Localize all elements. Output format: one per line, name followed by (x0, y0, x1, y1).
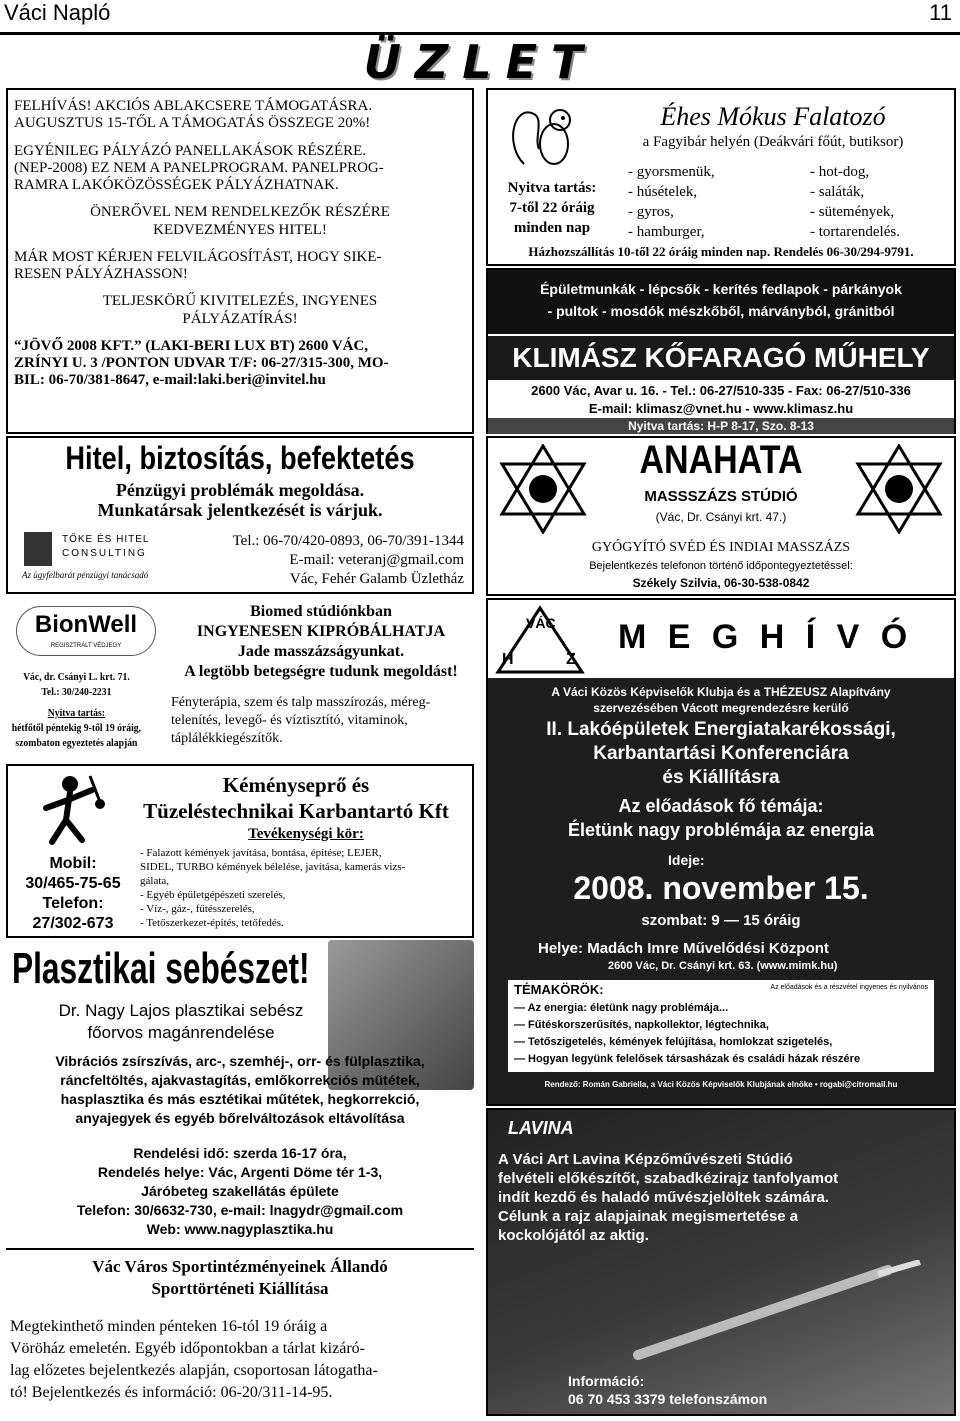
ad1-line: MÁR MOST KÉRJEN FELVILÁGOSÍTÁST, HOGY SIKE- (14, 248, 382, 265)
exhibition-title-line: Vác Város Sportintézményeinek Állandó (92, 1257, 388, 1276)
meghivo-intro (488, 684, 954, 716)
lavina-line: kockolójától az aktig. (498, 1227, 649, 1244)
activity-item: - Falazott kémények javítása, bontása, építése; LEJER, (140, 847, 382, 859)
ad1-line: ÖNERŐVEL NEM RENDELKEZŐK RÉSZÉRE (90, 204, 390, 221)
klimasz-title: KLIMÁSZ KŐFARAGÓ MŰHELY (488, 336, 954, 380)
toke-hitel-logo (22, 530, 172, 586)
ad1-line: RAMRA LAKÓKÖZÖSSÉGEK PÁLYÁZHATNAK. (14, 177, 339, 193)
ad1-line: (NEP-2008) EZ NEM A PANELPROGRAM. PANELPROG- (14, 159, 384, 176)
klimasz-hours: Nyitva tartás: H-P 8-17, Szo. 8-13 (488, 418, 954, 434)
ad2-address: Vác, Fehér Galamb Üzletház (289, 571, 464, 587)
restaurant-subtitle: a Fagyibár helyén (Deákvári főút, butiksor) (642, 134, 904, 150)
ad1-line: KEDVEZMÉNYES HITEL! (153, 221, 327, 238)
surgery-info (6, 1144, 474, 1239)
chimney-title-line: Kéményseprő és (222, 773, 370, 797)
event-time: szombat: 9 — 15 óráig (641, 912, 801, 929)
info-line: Járóbeteg szakellátás épülete (141, 1183, 339, 1199)
topics-note: Az előadások és a részvétel ingyenes és nyilvános (770, 984, 928, 991)
ad1-line: RESEN PÁLYÁZHASSON! (14, 266, 188, 282)
headline-line: és Kiállításra (662, 767, 780, 788)
bionwell-hours: hétfőtől péntekig 9-től 19 óráig, (11, 722, 142, 734)
anahata-booking: Bejelentkezés telefonon történő időpontegyeztetéssel: (589, 560, 853, 572)
headline-line: II. Lakóépületek Energiatakarékossági, (546, 719, 896, 740)
info-phone: 06 70 453 3379 telefonszámon (568, 1391, 768, 1407)
ad-art-lavina (486, 1108, 956, 1416)
surgery-doctor (36, 1000, 326, 1044)
event-place (538, 940, 948, 957)
service-line: ráncfeltöltés, ajakvastagítás, emlőkorrekciós műtétek, (60, 1072, 420, 1088)
svg-text:Z: Z (566, 651, 576, 668)
topics-title: TÉMAKÖRÖK: (514, 982, 604, 997)
bionwell-hours: szombaton egyeztetés alapján (15, 737, 138, 749)
bionwell-desc-line: táplálékkiegészítők. (171, 731, 283, 746)
bionwell-desc (171, 694, 475, 748)
bionwell-text: Jade masszázságyunkat. (237, 643, 405, 660)
exhibition-title-line: Sporttörténeti Kiállítása (151, 1279, 329, 1298)
lavina-line: indít kezdő és haladó művészjelöltek számára. (498, 1189, 829, 1206)
ad-chimney-sweep (6, 764, 474, 938)
exhibition-line: lag előzetes bejelentkezés alapján, csoportosan látogatha- (10, 1362, 378, 1379)
activity-item: gálata, (140, 875, 170, 887)
ad-ehes-mokus (486, 88, 956, 266)
bionwell-text: A legtöbb betegségre tudunk megoldást! (184, 663, 458, 680)
chimney-activity-title: Tevékenységi kör: (248, 826, 364, 842)
bionwell-desc-line: Fényterápia, szem és talp masszírozás, méreg- (171, 695, 431, 710)
svg-text:VÁC: VÁC (526, 615, 556, 631)
star-logo-icon (498, 444, 588, 534)
newspaper-title: Váci Napló (4, 0, 111, 25)
activity-item: - Egyéb épületgépészeti szerelés, (140, 889, 286, 901)
restaurant-title: Éhes Mókus Falatozó (660, 102, 886, 131)
info-label: Információ: (568, 1373, 645, 1389)
ad-anahata (486, 436, 956, 596)
anahata-title: ANAHATA (639, 438, 803, 482)
squirrel-icon (504, 94, 584, 174)
info-line: Web: www.nagyplasztika.hu (146, 1221, 334, 1237)
doctor-practice: főorvos magánrendelése (87, 1023, 275, 1042)
info-line: Rendelési idő: szerda 16-17 óra, (133, 1145, 347, 1161)
lavina-line: Célunk a rajz alapjainak megismertetése a (498, 1208, 799, 1225)
klimasz-contact (488, 382, 954, 418)
meghivo-dark-panel (488, 678, 954, 1104)
ad-finance (6, 436, 474, 594)
place-label: Helye: (538, 940, 584, 957)
ad2-subtitle: Pénzügyi problémák megoldása. (115, 480, 365, 500)
menu-item: - saláták, (810, 184, 865, 200)
place-address: 2600 Vác, Dr. Csányi krt. 63. (www.mimk.hu) (608, 960, 838, 972)
bionwell-text: Biomed stúdiónkban (250, 603, 392, 620)
menu-col-1 (628, 162, 715, 242)
lavina-info (568, 1372, 767, 1408)
hours-line: Nyitva tartás: (507, 180, 597, 196)
hours-line: 7-től 22 óráig (509, 200, 595, 216)
service-line: anyajegyek és egyéb bőrelváltozások eltávolítása (75, 1110, 405, 1126)
anahata-massage: GYÓGYÍTÓ SVÉD ÉS INDIAI MASSZÁZS (591, 540, 851, 555)
bionwell-phone: Tel.: 30/240-2231 (41, 686, 112, 698)
klimasz-service-line: - pultok - mosdók mészkőből, márványból, gránitból (547, 303, 895, 319)
ad2-contact (233, 532, 464, 589)
menu-item: - tortarendelés. (810, 224, 900, 240)
klimasz-address: 2600 Vác, Avar u. 16. - Tel.: 06-27/510-335 - Fax: 06-27/510-336 (531, 383, 911, 398)
menu-item: - hot-dog, (810, 164, 870, 180)
klimasz-top (488, 270, 954, 334)
ad-meghivo (486, 598, 956, 1106)
ad1-line: ZRÍNYI U. 3 /PONTON UDVAR T/F: 06-27/315-300, MO- (14, 355, 389, 371)
topic-item: — Hogyan legyünk felelősek társasházak és családi házak részére (514, 1053, 861, 1065)
surgery-title: Plasztikai sebészet! (12, 944, 310, 993)
chimney-title (118, 772, 474, 824)
ad-sport-exhibition (6, 1248, 474, 1416)
star-logo-icon (854, 444, 944, 534)
menu-item: - gyros, (628, 204, 674, 220)
svg-text:H: H (502, 651, 514, 668)
hours-line: minden nap (513, 220, 591, 236)
ad1-line: PÁLYÁZATÍRÁS! (182, 310, 298, 327)
menu-item: - húsételek, (628, 184, 698, 200)
mobile-label: Mobil: (49, 855, 97, 872)
ad2-email: E-mail: veteranj@gmail.com (289, 552, 464, 568)
ad2-phone: Tel.: 06-70/420-0893, 06-70/391-1344 (232, 533, 464, 549)
exhibition-line: Vöröház emeletén. Egyéb időpontokban a tárlat kizáró- (10, 1340, 365, 1357)
ad2-subtitle: Munkatársak jelentkezését is várjuk. (97, 500, 383, 520)
ad1-line: EGYÉNILEG PÁLYÁZÓ PANELLAKÁSOK RÉSZÉRE. (14, 142, 367, 159)
ad-window-replacement (6, 88, 474, 434)
ad1-line: BIL: 06-70/381-8647, e-mail:laki.beri@invitel.hu (14, 372, 326, 389)
meghivo-headline (488, 718, 954, 790)
date-label: Ideje: (668, 852, 705, 868)
opening-hours (492, 178, 612, 238)
vac-logo-icon (492, 604, 588, 676)
paintbrush-icon (628, 1260, 928, 1360)
doctor-name: Dr. Nagy Lajos plasztikai sebész (58, 1001, 304, 1020)
topic-item: — Az energia: életünk nagy problémája... (514, 1002, 729, 1014)
activity-item: - Tetőszerkezet-építés, tetőfedés. (140, 917, 284, 929)
bionwell-desc-line: telenítés, levegő- és víztisztító, vitaminok, (171, 713, 408, 728)
topic-text: Életünk nagy problémája az energia (567, 820, 875, 840)
ad1-line: AUGUSZTUS 15-TŐL A TÁMOGATÁS ÖSSZEGE 20%! (14, 115, 371, 132)
activity-item: - Víz-, gáz-, fűtésszerelés, (140, 903, 255, 915)
phone-label: Telefon: (42, 895, 104, 912)
ad-plastic-surgery (6, 940, 474, 1248)
bionwell-right (171, 602, 471, 682)
activity-item: SIDEL, TURBO kémények bélelése, javítása, kamerás vizs- (140, 861, 406, 873)
menu-item: - sütemények, (810, 204, 895, 220)
organizer: Rendező: Román Gabriella, a Váci Közös Képviselők Klubjának elnöke • rogabi@citromail.hu (544, 1080, 898, 1089)
exhibition-line: tó! Bejelentkezés és információ: 06-20/311-14-95. (10, 1384, 333, 1401)
page-number: 11 (929, 0, 952, 25)
chimney-title-line: Tüzeléstechnikai Karbantartó Kft (143, 799, 449, 823)
bionwell-hours-title: Nyitva tartás: (47, 707, 106, 719)
anahata-address: (Vác, Dr. Csányi krt. 47.) (655, 510, 787, 524)
chimney-sweep-icon (30, 772, 110, 850)
surgery-services (6, 1052, 474, 1128)
logo-text: BionWell (34, 611, 138, 638)
ad-bionwell (6, 598, 474, 770)
phone-number: 27/302-673 (32, 915, 114, 932)
place-name: Madách Imre Művelődési Központ (587, 940, 829, 957)
headline-line: Karbantartási Konferenciára (593, 743, 849, 764)
anahata-contact: Székely Szilvia, 06-30-538-0842 (632, 576, 810, 590)
bionwell-text: INGYENESEN KIPRÓBÁLHATJA (196, 623, 446, 640)
info-line: Telefon: 30/6632-730, e-mail: lnagydr@gmail.com (76, 1202, 404, 1218)
lavina-line: felvételi előkészítőt, szabadkézirajz tanfolyamot (498, 1170, 839, 1187)
topic-item: — Fűtéskorszerűsítés, napkollektor, légtechnika, (514, 1019, 769, 1031)
topic-item: — Tetőszigetelés, kémények felújítása, homlokzat szigetelés, (514, 1036, 833, 1048)
bionwell-address: Vác, dr. Csányi L. krt. 71. (23, 671, 130, 683)
logo-mark-icon (24, 532, 52, 566)
menu-item: - hamburger, (628, 224, 705, 240)
exhibition-title (6, 1256, 474, 1300)
delivery-info: Házhozszállítás 10-től 22 óráig minden nap. Rendelés 06-30/294-9791. (528, 244, 914, 259)
event-date: 2008. november 15. (573, 870, 869, 906)
section-title: ÜZLET (363, 35, 597, 89)
lavina-line: A Váci Art Lavina Képzőművészeti Stúdió (498, 1151, 793, 1168)
service-line: Vibrációs zsírszívás, arc-, szemhéj-, orr- és fülplasztika, (55, 1053, 425, 1069)
klimasz-service-line: Épületmunkák - lépcsők - kerítés fedlapok - párkányok (540, 281, 902, 297)
logo-sub: REGISZTRÁLT VÉDJEGY (50, 643, 122, 649)
topics-list (514, 1000, 930, 1068)
lavina-logo: LAVINA (508, 1118, 574, 1138)
menu-col-2 (810, 162, 900, 242)
lavina-text (498, 1150, 948, 1245)
exhibition-text (10, 1316, 472, 1404)
klimasz-email: E-mail: klimasz@vnet.hu - www.klimasz.hu (588, 401, 854, 416)
ad-klimasz (486, 268, 956, 434)
meghivo-title: M E G H Í V Ó (618, 618, 914, 656)
bionwell-left-info (6, 670, 147, 751)
mobile-number: 30/465-75-65 (25, 875, 121, 892)
info-line: Rendelés helye: Vác, Argenti Döme tér 1-3, (97, 1164, 383, 1180)
bionwell-logo (16, 606, 156, 656)
ad1-line: “JÖVŐ 2008 KFT.” (LAKI-BERI LUX BT) 2600 VÁC, (14, 337, 369, 354)
ad1-line: FELHÍVÁS! AKCIÓS ABLAKCSERE TÁMOGATÁSRA. (14, 98, 373, 114)
chimney-phones (14, 854, 132, 934)
logo-text: TŐKE ÉS HITEL (62, 534, 150, 545)
intro-line: A Váci Közös Képviselők Klubja és a THÉZEUSZ Alapítvány (551, 685, 891, 699)
logo-text: CONSULTING (62, 548, 147, 559)
ad2-title: Hitel, biztosítás, befektetés (65, 440, 415, 476)
chimney-activity-list (140, 846, 474, 930)
ad1-line: TELJESKÖRŰ KIVITELEZÉS, INGYENES (102, 293, 378, 310)
intro-line: szervezésében Vácott megrendezésre kerülő (593, 701, 849, 715)
topics-box (508, 980, 934, 1072)
logo-tagline: Az ügyfelbarát pénzügyi tanácsadó (22, 570, 149, 580)
anahata-subtitle: MASSSZÁZS STÚDIÓ (644, 488, 798, 505)
exhibition-line: Megtekinthető minden pénteken 16-tól 19 óráig a (10, 1318, 328, 1335)
service-line: hasplasztika és más esztétikai műtétek, hegkorrekció, (60, 1091, 420, 1107)
topic-header: Az előadások fő témája: (618, 796, 824, 816)
menu-item: - gyorsmenük, (628, 164, 715, 180)
